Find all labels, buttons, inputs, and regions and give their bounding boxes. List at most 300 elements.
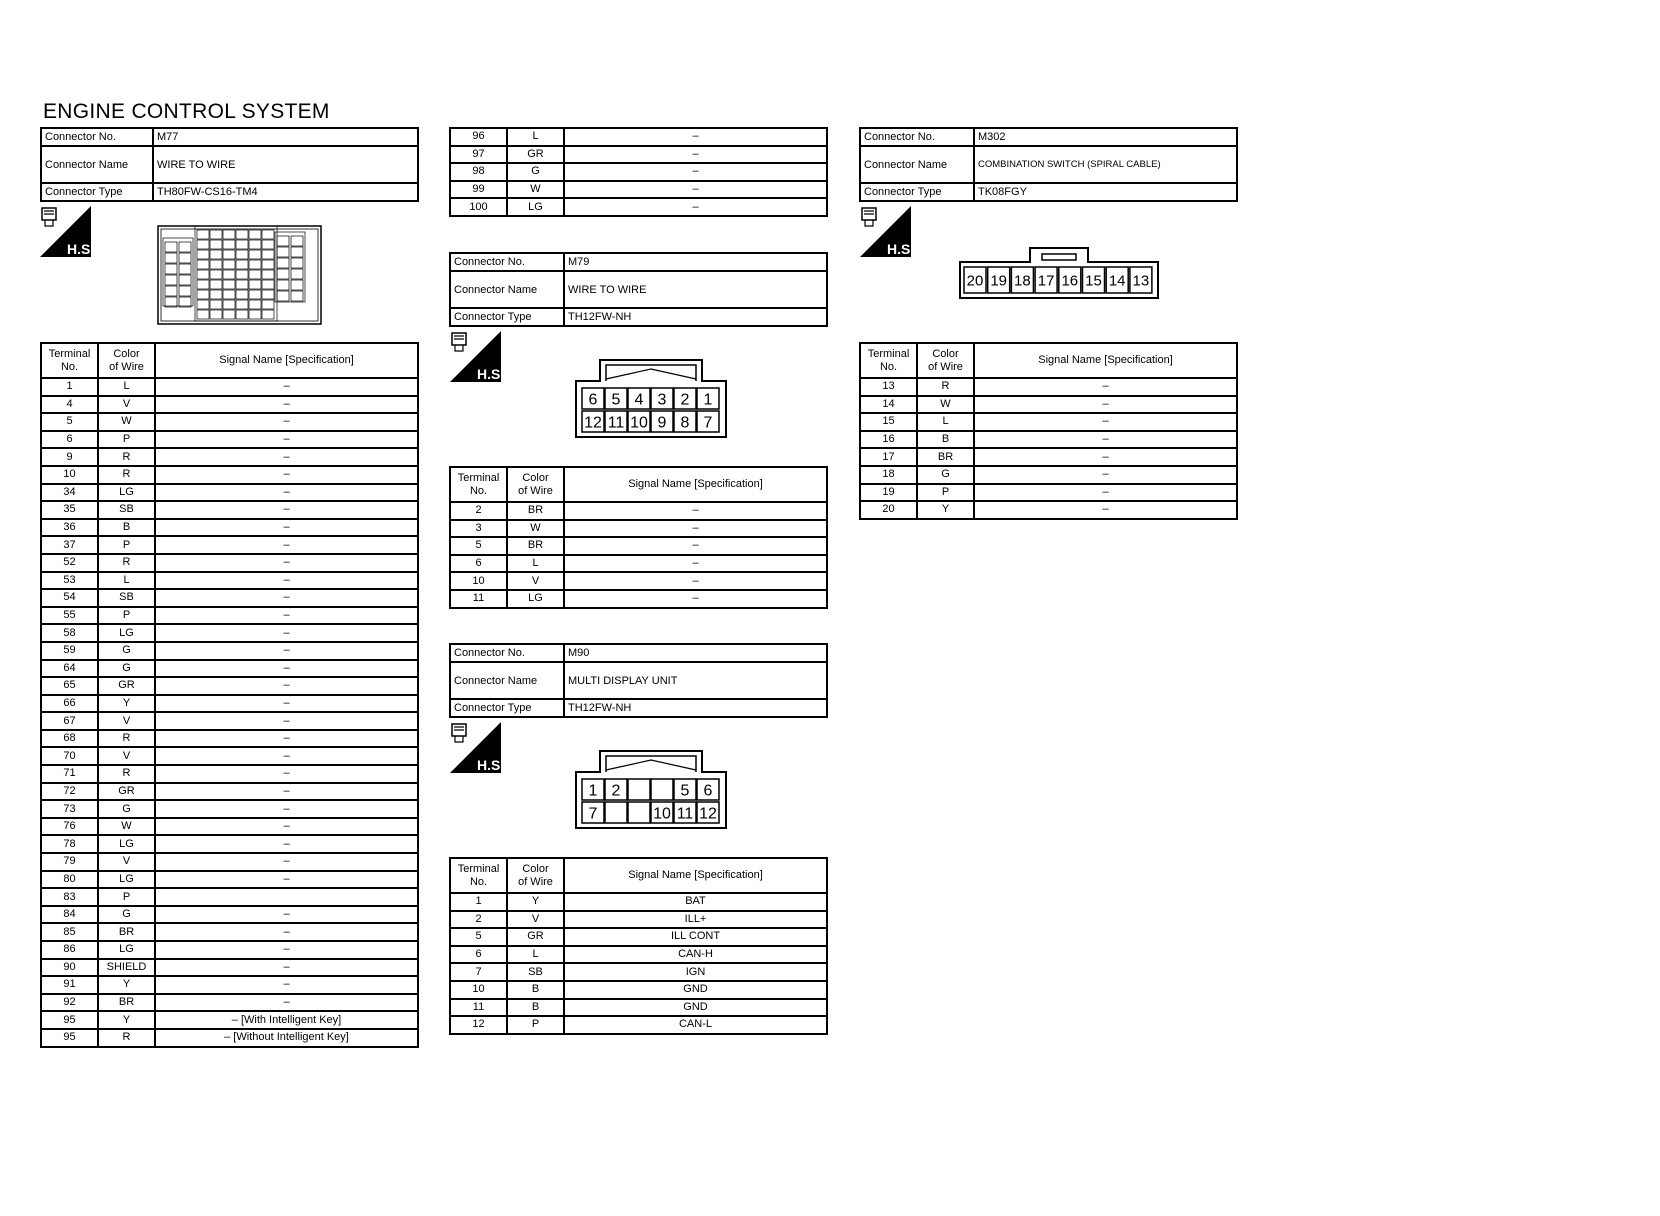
terminal-no-cell: 20 [860, 501, 917, 519]
table-row [41, 783, 418, 801]
table-row [41, 835, 418, 853]
wire-color-cell: V [98, 747, 155, 765]
table-row [450, 911, 827, 929]
table-row [41, 976, 418, 994]
signal-name-cell: IGN [564, 963, 827, 981]
table-row [860, 378, 1237, 396]
harness-side-icon [450, 722, 505, 773]
connector-no-label: Connector No. [450, 644, 564, 662]
terminal-no-cell: 92 [41, 994, 98, 1012]
cavity-number: 1 [703, 391, 713, 409]
signal-name-cell: – [155, 747, 418, 765]
signal-name-cell: – [564, 502, 827, 520]
terminal-no-cell: 18 [860, 466, 917, 484]
m79-connector-type: TH12FW-NH [564, 308, 827, 326]
table-row [41, 888, 418, 906]
terminal-no-header: Terminal No. [450, 858, 507, 893]
signal-name-cell: – [155, 959, 418, 977]
terminal-no-cell: 5 [41, 413, 98, 431]
m90-connector-no: M90 [564, 644, 827, 662]
signal-name-cell: – [155, 642, 418, 660]
wire-color-cell: LG [98, 835, 155, 853]
table-row [41, 431, 418, 449]
signal-name-header: Signal Name [Specification] [974, 343, 1237, 378]
table-row [41, 448, 418, 466]
wire-color-cell: Y [507, 893, 564, 911]
wire-color-cell: LG [98, 871, 155, 889]
m77-connector-no: M77 [153, 128, 418, 146]
signal-name-cell: – [155, 853, 418, 871]
hs-label: H.S. [67, 241, 95, 257]
table-row [450, 999, 827, 1017]
table-row [860, 466, 1237, 484]
signal-name-cell: – [974, 501, 1237, 519]
signal-name-cell: – [155, 976, 418, 994]
table-row [860, 431, 1237, 449]
table-row [450, 537, 827, 555]
table-row [41, 501, 418, 519]
wire-color-cell: GR [507, 146, 564, 164]
cavity-number: 17 [1037, 272, 1055, 290]
terminal-no-cell: 90 [41, 959, 98, 977]
table-row [450, 946, 827, 964]
signal-name-cell: BAT [564, 893, 827, 911]
terminal-no-cell: 97 [450, 146, 507, 164]
signal-name-cell: CAN-L [564, 1016, 827, 1034]
cavity-number: 10 [630, 414, 648, 432]
terminal-no-cell: 15 [860, 413, 917, 431]
connector-type-label: Connector Type [41, 183, 153, 201]
wire-color-cell: R [98, 1029, 155, 1047]
terminal-no-cell: 67 [41, 712, 98, 730]
terminal-no-cell: 5 [450, 537, 507, 555]
m77-connector-name: WIRE TO WIRE [153, 146, 418, 183]
terminal-no-cell: 55 [41, 607, 98, 625]
table-row [41, 695, 418, 713]
cavity-number: 10 [653, 805, 671, 823]
wire-color-cell: B [507, 999, 564, 1017]
terminal-no-cell: 19 [860, 484, 917, 502]
table-row [41, 712, 418, 730]
m90-connector-face [574, 748, 728, 830]
signal-name-cell: – [974, 396, 1237, 414]
cavity-number: 5 [611, 391, 621, 409]
signal-name-cell: – [155, 536, 418, 554]
harness-side-icon [450, 331, 505, 382]
hs-label: H.S. [477, 366, 505, 382]
wire-color-cell: G [917, 466, 974, 484]
table-row [450, 198, 827, 216]
wire-color-cell: W [98, 818, 155, 836]
signal-name-header: Signal Name [Specification] [564, 858, 827, 893]
wire-color-cell: L [98, 378, 155, 396]
terminal-no-cell: 95 [41, 1011, 98, 1029]
terminal-no-cell: 58 [41, 624, 98, 642]
table-row [41, 1011, 418, 1029]
terminal-no-cell: 68 [41, 730, 98, 748]
table-row [41, 853, 418, 871]
page-title: ENGINE CONTROL SYSTEM [43, 100, 330, 123]
table-row [41, 589, 418, 607]
terminal-no-cell: 6 [450, 946, 507, 964]
terminal-no-cell: 7 [450, 963, 507, 981]
connector-name-label: Connector Name [860, 146, 974, 183]
wire-color-cell: P [917, 484, 974, 502]
table-row [450, 128, 827, 146]
signal-name-cell: – [564, 128, 827, 146]
terminal-no-cell: 98 [450, 163, 507, 181]
m77-terminal-table [40, 342, 419, 1048]
table-row [450, 893, 827, 911]
wire-color-cell: B [917, 431, 974, 449]
wire-color-cell: BR [98, 994, 155, 1012]
signal-name-cell: – [974, 431, 1237, 449]
terminal-no-cell: 72 [41, 783, 98, 801]
table-row [41, 906, 418, 924]
table-row [41, 572, 418, 590]
signal-name-cell: – [155, 765, 418, 783]
terminal-no-cell: 35 [41, 501, 98, 519]
table-row [450, 502, 827, 520]
terminal-no-cell: 64 [41, 660, 98, 678]
signal-name-cell: – [155, 835, 418, 853]
signal-name-cell: – [564, 555, 827, 573]
wire-color-cell: P [98, 431, 155, 449]
terminal-no-cell: 96 [450, 128, 507, 146]
connector-no-label: Connector No. [860, 128, 974, 146]
table-row [41, 413, 418, 431]
signal-name-cell: – [974, 378, 1237, 396]
wire-color-cell: L [917, 413, 974, 431]
table-row [41, 818, 418, 836]
signal-name-cell: – [564, 520, 827, 538]
color-of-wire-header: Color of Wire [507, 467, 564, 502]
cavity-number: 12 [584, 414, 602, 432]
terminal-no-cell: 16 [860, 431, 917, 449]
signal-name-cell: – [155, 572, 418, 590]
terminal-no-cell: 9 [41, 448, 98, 466]
terminal-no-cell: 1 [450, 893, 507, 911]
cavity-number: 2 [680, 391, 690, 409]
terminal-no-cell: 95 [41, 1029, 98, 1047]
terminal-no-cell: 91 [41, 976, 98, 994]
wire-color-cell: G [98, 800, 155, 818]
signal-name-cell: – [155, 677, 418, 695]
cavity-number: 5 [680, 782, 690, 800]
m79-connector-no: M79 [564, 253, 827, 271]
terminal-no-cell: 65 [41, 677, 98, 695]
signal-name-cell: – [564, 198, 827, 216]
table-row [41, 660, 418, 678]
connector-type-label: Connector Type [450, 699, 564, 717]
m302-connector-type: TK08FGY [974, 183, 1237, 201]
connector-name-label: Connector Name [450, 662, 564, 699]
terminal-no-cell: 34 [41, 484, 98, 502]
signal-name-cell: – [155, 607, 418, 625]
table-row [41, 484, 418, 502]
terminal-no-header: Terminal No. [450, 467, 507, 502]
signal-name-cell: – [155, 624, 418, 642]
signal-name-cell: – [155, 906, 418, 924]
terminal-no-cell: 6 [41, 431, 98, 449]
signal-name-cell: – [Without Intelligent Key] [155, 1029, 418, 1047]
terminal-no-cell: 66 [41, 695, 98, 713]
terminal-cavity [628, 779, 650, 800]
color-of-wire-header: Color of Wire [98, 343, 155, 378]
signal-name-cell: – [155, 448, 418, 466]
m77-terminal-table-continued [449, 127, 828, 217]
terminal-no-cell: 14 [860, 396, 917, 414]
connector-no-label: Connector No. [450, 253, 564, 271]
table-row [41, 994, 418, 1012]
terminal-no-cell: 11 [450, 590, 507, 608]
table-row [450, 1016, 827, 1034]
terminal-no-cell: 17 [860, 448, 917, 466]
table-row [450, 163, 827, 181]
table-row [41, 677, 418, 695]
signal-name-cell: – [With Intelligent Key] [155, 1011, 418, 1029]
wire-color-cell: R [98, 554, 155, 572]
signal-name-cell: – [155, 783, 418, 801]
wire-color-cell: L [507, 555, 564, 573]
connector-type-label: Connector Type [860, 183, 974, 201]
cavity-number: 15 [1085, 272, 1102, 290]
wire-color-cell: P [98, 888, 155, 906]
wire-color-cell: R [98, 448, 155, 466]
m79-connector-info [449, 252, 828, 327]
m90-connector-type: TH12FW-NH [564, 699, 827, 717]
wire-color-cell: LG [98, 484, 155, 502]
signal-name-cell: – [155, 695, 418, 713]
wire-color-cell: W [98, 413, 155, 431]
signal-name-cell [155, 888, 418, 906]
table-row [41, 378, 418, 396]
table-row [41, 1029, 418, 1047]
signal-name-cell: – [155, 923, 418, 941]
cavity-number: 8 [680, 414, 690, 432]
wire-color-cell: P [98, 536, 155, 554]
table-row [41, 536, 418, 554]
cavity-number: 14 [1108, 272, 1126, 290]
table-row [41, 765, 418, 783]
terminal-no-cell: 4 [41, 396, 98, 414]
signal-name-cell: – [155, 466, 418, 484]
cavity-number: 16 [1061, 272, 1079, 290]
m79-terminal-table [449, 466, 828, 609]
signal-name-cell: – [155, 660, 418, 678]
m90-connector-info [449, 643, 828, 718]
cavity-number: 12 [699, 805, 717, 823]
table-row [41, 624, 418, 642]
wire-color-cell: GR [98, 677, 155, 695]
wire-color-cell: L [507, 128, 564, 146]
cavity-number: 9 [657, 414, 667, 432]
m302-connector-face [958, 246, 1160, 300]
signal-name-cell: – [155, 712, 418, 730]
m302-connector-no: M302 [974, 128, 1237, 146]
table-row [41, 871, 418, 889]
terminal-cavity [605, 802, 627, 823]
terminal-no-cell: 83 [41, 888, 98, 906]
table-row [860, 396, 1237, 414]
connector-name-label: Connector Name [450, 271, 564, 308]
wire-color-cell: LG [507, 198, 564, 216]
signal-name-cell: – [564, 572, 827, 590]
wire-color-cell: BR [917, 448, 974, 466]
m302-connector-name: COMBINATION SWITCH (SPIRAL CABLE) [974, 146, 1237, 183]
hs-label: H.S. [477, 757, 505, 773]
terminal-no-cell: 11 [450, 999, 507, 1017]
table-row [450, 981, 827, 999]
signal-name-cell: – [155, 730, 418, 748]
signal-name-cell: – [974, 466, 1237, 484]
wire-color-cell: V [507, 572, 564, 590]
table-row [41, 607, 418, 625]
wire-color-cell: B [507, 981, 564, 999]
cavity-number: 11 [676, 805, 694, 823]
connector-no-label: Connector No. [41, 128, 153, 146]
signal-name-cell: – [155, 519, 418, 537]
table-row [860, 448, 1237, 466]
table-row [41, 800, 418, 818]
wire-color-cell: R [98, 730, 155, 748]
terminal-no-cell: 10 [450, 572, 507, 590]
m79-connector-face [574, 357, 728, 439]
table-row [450, 181, 827, 199]
terminal-no-cell: 54 [41, 589, 98, 607]
wire-color-cell: SHIELD [98, 959, 155, 977]
signal-name-cell: – [155, 501, 418, 519]
wire-color-cell: LG [98, 941, 155, 959]
terminal-no-cell: 1 [41, 378, 98, 396]
table-row [41, 519, 418, 537]
table-row [41, 466, 418, 484]
wire-color-cell: R [98, 765, 155, 783]
terminal-no-cell: 37 [41, 536, 98, 554]
terminal-no-cell: 13 [860, 378, 917, 396]
terminal-no-cell: 79 [41, 853, 98, 871]
table-row [450, 572, 827, 590]
terminal-no-cell: 2 [450, 911, 507, 929]
wire-color-cell: Y [917, 501, 974, 519]
wire-color-cell: BR [507, 537, 564, 555]
table-row [41, 554, 418, 572]
terminal-no-cell: 71 [41, 765, 98, 783]
signal-name-cell: – [974, 484, 1237, 502]
signal-name-header: Signal Name [Specification] [155, 343, 418, 378]
terminal-no-cell: 100 [450, 198, 507, 216]
m90-connector-name: MULTI DISPLAY UNIT [564, 662, 827, 699]
wire-color-cell: P [507, 1016, 564, 1034]
wire-color-cell: BR [98, 923, 155, 941]
table-row [41, 730, 418, 748]
signal-name-cell: – [155, 413, 418, 431]
signal-name-cell: – [155, 589, 418, 607]
cavity-number: 6 [703, 782, 713, 800]
terminal-no-cell: 85 [41, 923, 98, 941]
connector-name-label: Connector Name [41, 146, 153, 183]
color-of-wire-header: Color of Wire [507, 858, 564, 893]
cavity-number: 2 [611, 782, 621, 800]
table-row [860, 413, 1237, 431]
signal-name-cell: – [564, 163, 827, 181]
wire-color-cell: V [98, 853, 155, 871]
m302-terminal-table [859, 342, 1238, 520]
wire-color-cell: SB [98, 589, 155, 607]
signal-name-cell: – [155, 378, 418, 396]
terminal-no-cell: 78 [41, 835, 98, 853]
table-row [450, 555, 827, 573]
table-row [450, 963, 827, 981]
terminal-no-cell: 84 [41, 906, 98, 924]
wire-color-cell: Y [98, 1011, 155, 1029]
terminal-no-cell: 80 [41, 871, 98, 889]
wire-color-cell: SB [507, 963, 564, 981]
wire-color-cell: W [917, 396, 974, 414]
table-row [450, 146, 827, 164]
terminal-no-cell: 59 [41, 642, 98, 660]
table-row [450, 520, 827, 538]
terminal-no-cell: 52 [41, 554, 98, 572]
cavity-number: 7 [588, 805, 598, 823]
terminal-no-cell: 99 [450, 181, 507, 199]
terminal-no-cell: 53 [41, 572, 98, 590]
wire-color-cell: W [507, 181, 564, 199]
wire-color-cell: SB [98, 501, 155, 519]
cavity-number: 11 [607, 414, 625, 432]
terminal-no-cell: 5 [450, 928, 507, 946]
cavity-number: 4 [634, 391, 644, 409]
signal-name-cell: GND [564, 999, 827, 1017]
terminal-no-cell: 6 [450, 555, 507, 573]
cavity-number: 6 [588, 391, 598, 409]
terminal-no-cell: 76 [41, 818, 98, 836]
m90-terminal-table [449, 857, 828, 1035]
table-row [41, 941, 418, 959]
table-row [41, 396, 418, 414]
terminal-no-header: Terminal No. [41, 343, 98, 378]
signal-name-cell: – [974, 413, 1237, 431]
terminal-no-cell: 73 [41, 800, 98, 818]
cavity-number: 7 [703, 414, 713, 432]
cavity-number: 1 [588, 782, 598, 800]
wire-color-cell: G [98, 906, 155, 924]
signal-name-cell: – [155, 941, 418, 959]
terminal-no-cell: 10 [450, 981, 507, 999]
signal-name-cell: – [155, 994, 418, 1012]
signal-name-cell: ILL+ [564, 911, 827, 929]
table-row [41, 642, 418, 660]
m77-connector-type: TH80FW-CS16-TM4 [153, 183, 418, 201]
wire-color-cell: LG [507, 590, 564, 608]
wire-color-cell: R [917, 378, 974, 396]
terminal-no-cell: 10 [41, 466, 98, 484]
m79-connector-name: WIRE TO WIRE [564, 271, 827, 308]
wire-color-cell: BR [507, 502, 564, 520]
terminal-no-cell: 70 [41, 747, 98, 765]
signal-name-header: Signal Name [Specification] [564, 467, 827, 502]
signal-name-cell: – [155, 554, 418, 572]
harness-side-icon [860, 206, 915, 257]
wire-color-cell: G [98, 642, 155, 660]
terminal-cavity [628, 802, 650, 823]
table-row [860, 484, 1237, 502]
wire-color-cell: LG [98, 624, 155, 642]
table-row [860, 501, 1237, 519]
wire-color-cell: G [507, 163, 564, 181]
signal-name-cell: – [155, 484, 418, 502]
color-of-wire-header: Color of Wire [917, 343, 974, 378]
